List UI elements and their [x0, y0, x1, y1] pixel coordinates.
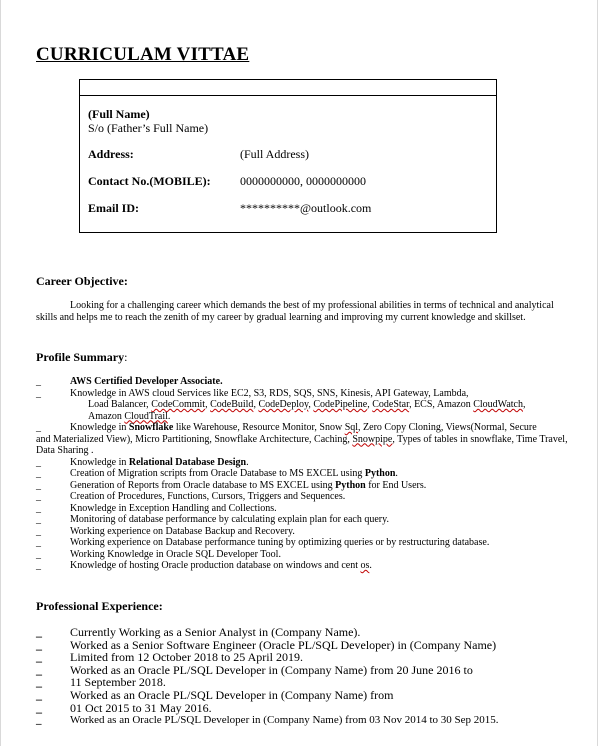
list-item-text: Worked as a Senior Software Engineer (Oracle PL/SQL Developer) in (Company Name) [70, 637, 497, 652]
list-item [36, 480, 578, 492]
career-objective-heading: Career Objective: [36, 274, 128, 288]
list-item [36, 422, 578, 457]
bold-text: Python [335, 479, 366, 491]
misspelled-word: CloudTrail [124, 410, 168, 422]
bullet-icon: _ [36, 714, 42, 727]
misspelled-word: CodeStar [372, 399, 410, 410]
text-fragment: Generation of Reports from Oracle database to MS EXCEL using [70, 479, 336, 491]
list-item [36, 537, 578, 549]
misspelled-word: CodeDeploy [258, 399, 309, 410]
professional-experience-heading: Professional Experience: [36, 599, 163, 613]
list-item-text: Currently Working as a Senior Analyst in (Company Name). [70, 625, 361, 639]
address-label: Address: [88, 147, 134, 161]
list-item [36, 702, 578, 715]
text-fragment: , Types of tables in snowflake, Time Travel, Data Sharing . [36, 433, 568, 456]
text-fragment: , [308, 399, 314, 410]
list-item [36, 468, 578, 480]
career-objective-text: Looking for a challenging career which demands the best of my professional abilities in terms of technical and analytical skills and helps me to reach the zenith of my career by gradual learning and improving my current knowledge and skillset. [36, 300, 554, 323]
text-fragment: Knowledge in [70, 422, 129, 433]
list-item-text: 11 September 2018. [70, 675, 166, 690]
bullet-icon: _ [36, 514, 41, 525]
profile-summary-colon: : [124, 350, 128, 364]
misspelled-word: CodePipeline [313, 399, 368, 410]
profile-summary-list [36, 376, 578, 572]
text-fragment: Knowledge of hosting Oracle production database on windows and cent [70, 560, 361, 571]
list-item-text: Worked as an Oracle PL/SQL Developer in (Company Name) from [70, 687, 394, 702]
list-item [36, 560, 578, 572]
misspelled-word: CodeBuild [210, 399, 254, 410]
misspelled-word: CodeCommit [151, 399, 206, 410]
text-fragment: , [367, 399, 373, 410]
list-item [36, 526, 578, 538]
list-item-text: Limited from 12 October 2018 to 25 April 2019. [70, 650, 303, 665]
contact-box [79, 79, 497, 233]
list-item [36, 457, 578, 469]
text-fragment: . [246, 456, 249, 468]
list-item-text: Creation of Procedures, Functions, Cursors, Triggers and Sequences. [70, 491, 346, 502]
experience-list [36, 626, 578, 727]
list-item [36, 388, 578, 423]
email-value: **********@outlook.com [240, 201, 372, 215]
document-title: CURRICULAM VITTAE [36, 44, 250, 65]
bullet-icon: _ [36, 675, 42, 690]
phone-value: 0000000000, 0000000000 [240, 174, 366, 188]
list-item-wrap [36, 434, 578, 457]
text-fragment: , [522, 399, 526, 410]
text-fragment: Amazon [88, 410, 125, 422]
bullet-icon: _ [36, 376, 41, 387]
bold-text: Relational Database Design [128, 456, 247, 468]
list-item-continuation [70, 411, 578, 423]
list-item [36, 376, 578, 388]
list-item [36, 514, 578, 526]
list-item-text: Working Knowledge in Oracle SQL Developer Tool. [70, 548, 281, 560]
list-item-text: Worked as an Oracle PL/SQL Developer in (Company Name) from 03 Nov 2014 to 30 Sep 2015. [70, 714, 499, 727]
list-item-text: AWS Certified Developer Associate. [70, 376, 223, 387]
list-item-text: Knowledge in Exception Handling and Collections. [70, 502, 277, 514]
list-item-text: 01 Oct 2015 to 31 May 2016. [70, 700, 212, 715]
bullet-icon: _ [36, 502, 41, 514]
list-item-text: Knowledge in AWS cloud Services like EC2, S3, RDS, SQS, SNS, Kinesis, API Gateway, Lambda, [70, 387, 469, 399]
bold-text: Python [364, 468, 396, 479]
bullet-icon: _ [36, 650, 42, 665]
text-fragment: and Materialized View), Micro Partitioning, Snowflake Architecture, Caching, [36, 433, 353, 445]
bullet-icon: _ [36, 479, 41, 491]
bullet-icon: _ [36, 525, 41, 537]
bullet-icon: _ [36, 537, 41, 548]
text-fragment: Creation of Migration scripts from Oracle Database to MS EXCEL using [70, 468, 365, 479]
contact-box-divider [80, 95, 496, 96]
text-fragment: Load Balancer, [88, 399, 152, 410]
list-item-text: Monitoring of database performance by calculating explain plan for each query. [70, 514, 389, 525]
bullet-icon: _ [36, 625, 42, 639]
misspelled-word: Snowpipe [352, 433, 393, 445]
parent-name: S/o (Father’s Full Name) [88, 121, 209, 135]
list-item-continuation [70, 399, 578, 411]
bullet-icon: _ [36, 548, 41, 560]
profile-summary-title: Profile Summary [36, 350, 125, 364]
bullet-icon: _ [36, 662, 42, 677]
bullet-icon: _ [36, 687, 42, 702]
misspelled-word: CloudWatch [473, 399, 523, 410]
bullet-icon: _ [36, 468, 41, 479]
phone-label: Contact No.(MOBILE): [88, 174, 211, 188]
text-fragment: . [167, 410, 171, 422]
list-item-text: Working experience on Database performance tuning by optimizing queries or by restructuring database. [70, 537, 490, 548]
bullet-icon: _ [36, 491, 41, 502]
text-fragment: , [205, 399, 211, 410]
bullet-icon: _ [36, 456, 41, 468]
bullet-icon: _ [36, 422, 41, 433]
bullet-icon: _ [36, 560, 41, 571]
full-name: (Full Name) [88, 107, 150, 121]
list-item [36, 714, 578, 727]
misspelled-word: Sql [344, 422, 359, 433]
bullet-icon: _ [36, 387, 41, 399]
text-fragment: , ECS, Amazon [409, 399, 474, 410]
list-item-text: Working experience on Database Backup and Recovery. [70, 525, 295, 537]
address-value: (Full Address) [240, 147, 309, 161]
list-item [36, 503, 578, 515]
text-fragment: , Zero Copy Cloning, Views(Normal, Secure [358, 422, 537, 433]
list-item [36, 549, 578, 561]
bold-text: Snowflake [128, 422, 174, 433]
bullet-icon: _ [36, 700, 42, 715]
text-fragment: , [253, 399, 259, 410]
email-label: Email ID: [88, 201, 139, 215]
list-item [36, 491, 578, 503]
text-fragment: . [369, 560, 372, 571]
profile-summary-heading [36, 350, 127, 365]
misspelled-word: os [360, 560, 370, 571]
text-fragment: like Warehouse, Resource Monitor, Snow [173, 422, 345, 433]
text-fragment: Knowledge in [70, 456, 129, 468]
text-fragment: . [395, 468, 398, 479]
bullet-icon: _ [36, 637, 42, 652]
list-item-text: Worked as an Oracle PL/SQL Developer in (Company Name) from 20 June 2016 to [70, 662, 473, 677]
text-fragment: for End Users. [365, 479, 427, 491]
